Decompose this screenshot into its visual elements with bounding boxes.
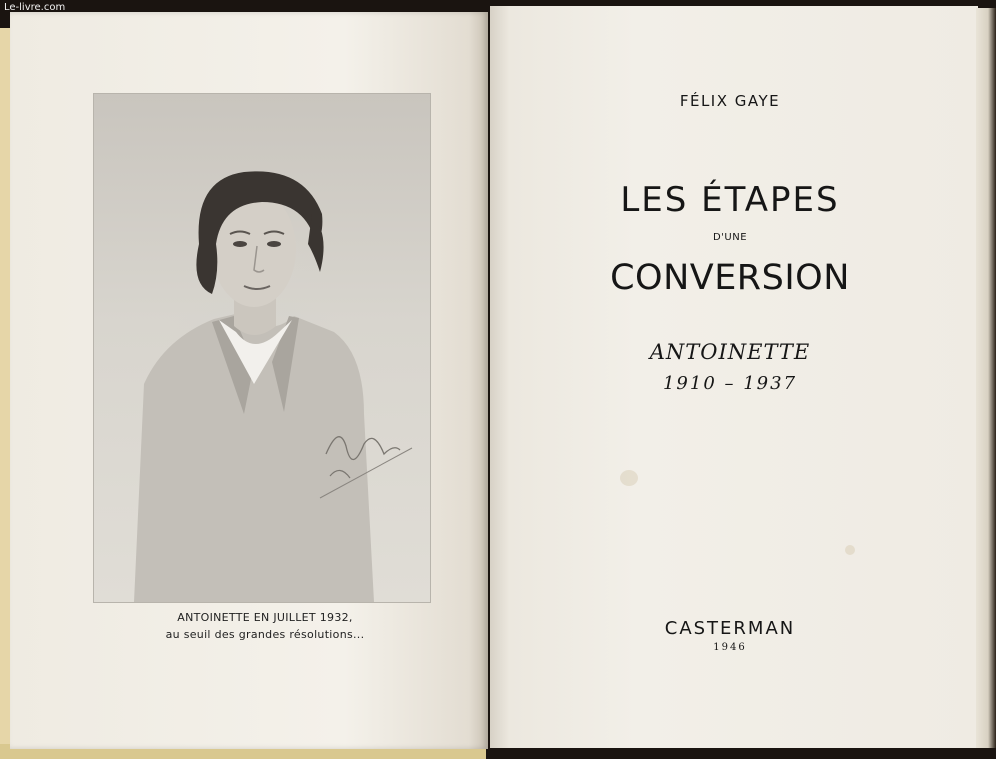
paper-stain — [620, 470, 638, 486]
page-edges — [976, 8, 996, 748]
watermark-text: Le-livre.com — [4, 2, 66, 13]
title-line-1: LES ÉTAPES — [620, 180, 840, 220]
publisher-name: CASTERMAN — [664, 618, 796, 639]
publication-year: 1946 — [713, 642, 747, 653]
title-line-2: CONVERSION — [610, 258, 850, 298]
paper-stain — [845, 545, 855, 555]
subtitle: ANTOINETTE — [649, 340, 811, 364]
author-name: FÉLIX GAYE — [679, 92, 781, 110]
portrait-illustration — [94, 94, 430, 602]
photo-caption — [140, 609, 390, 643]
title-connector: D'UNE — [712, 232, 748, 243]
caption-line-1: ANTOINETTE EN JUILLET 1932, — [177, 611, 353, 624]
subtitle-years: 1910 – 1937 — [662, 373, 798, 394]
caption-line-2: au seuil des grandes résolutions... — [165, 628, 365, 641]
portrait-photo — [93, 93, 431, 603]
